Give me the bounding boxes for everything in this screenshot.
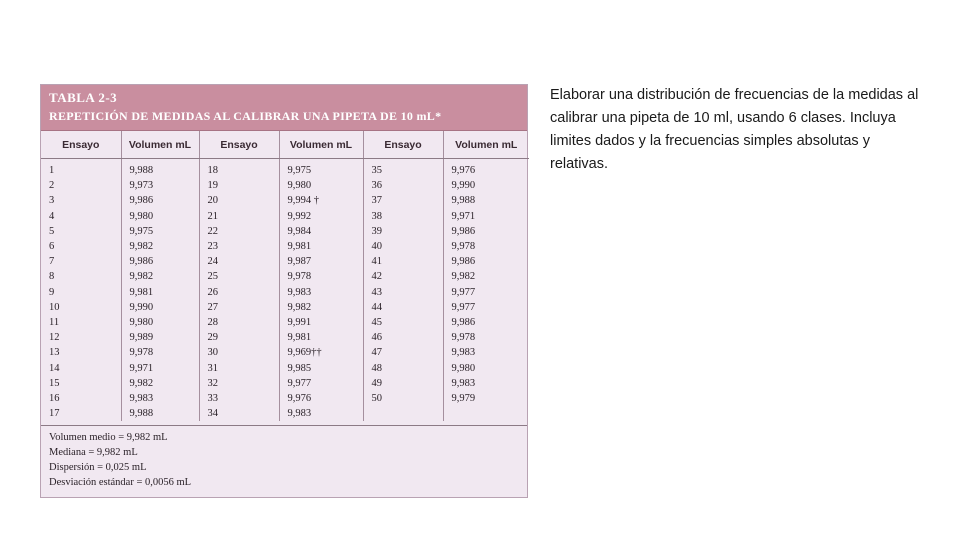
volume-cell: 9,983 — [121, 391, 199, 406]
volume-cell: 9,988 — [451, 195, 476, 207]
table-row — [41, 376, 529, 391]
table-row — [41, 406, 529, 421]
volume-cell: 9,986 — [451, 317, 476, 329]
trial-number-cell: 3 — [41, 193, 121, 208]
trial-number-cell: 20 — [199, 193, 279, 208]
trial-number-cell: 48 — [363, 361, 443, 376]
volume-cell: 9,969†† — [279, 345, 363, 360]
trial-number-cell: 31 — [199, 361, 279, 376]
trial-number-cell: 37 — [363, 193, 443, 208]
volume-cell: 9,989 — [121, 330, 199, 345]
trial-number-cell: 6 — [41, 239, 121, 254]
column-header: Ensayo — [41, 131, 121, 159]
trial-number-cell: 28 — [199, 315, 279, 330]
table-row — [41, 159, 529, 179]
trial-number-cell: 32 — [199, 376, 279, 391]
trial-number-cell: 9 — [41, 285, 121, 300]
table-row — [41, 315, 529, 330]
exercise-instructions: Elaborar una distribución de frecuencias de la medidas al calibrar una pipeta de 10 ml, usando 6 clases. Incluya limites dados y la frecuencias simples absolutas y relativas. — [550, 87, 919, 172]
volume-cell: 9,982 — [121, 376, 199, 391]
table-header — [41, 85, 527, 131]
volume-cell: 9,982 — [451, 271, 476, 283]
trial-number-cell: 47 — [363, 345, 443, 360]
volume-cell: 9,978 — [279, 269, 363, 284]
volume-cell: 9,986 — [121, 254, 199, 269]
trial-number-cell: 16 — [41, 391, 121, 406]
trial-number-cell: 49 — [363, 376, 443, 391]
trial-number-cell: 18 — [199, 159, 279, 179]
volume-cell: 9,971 — [451, 210, 476, 222]
volume-cell: 9,975 — [121, 224, 199, 239]
trial-number-cell: 11 — [41, 315, 121, 330]
volume-cell: 9,982 — [121, 269, 199, 284]
trial-number-cell: 7 — [41, 254, 121, 269]
trial-number-cell: 41 — [363, 254, 443, 269]
trial-number-cell: 1 — [41, 159, 121, 179]
header-row — [41, 131, 529, 159]
volume-cell: 9,983 — [451, 347, 476, 359]
table-row — [41, 254, 529, 269]
table-row — [41, 361, 529, 376]
stat-std-dev: Desviación estándar = 0,0056 mL — [49, 477, 192, 488]
volume-cell: 9,982 — [121, 239, 199, 254]
trial-number-cell: 42 — [363, 269, 443, 284]
volume-cell: 9,983 — [451, 377, 476, 389]
volume-cell: 9,986 — [451, 225, 476, 237]
volume-cell: 9,981 — [279, 239, 363, 254]
trial-number-cell: 12 — [41, 330, 121, 345]
column-header: Volumen mL — [279, 131, 363, 159]
stat-median: Mediana = 9,982 mL — [49, 447, 138, 458]
trial-number-cell: 24 — [199, 254, 279, 269]
table-number: TABLA 2-3 — [49, 90, 118, 105]
data-table-card — [40, 84, 528, 498]
trial-number-cell: 25 — [199, 269, 279, 284]
stat-range: Dispersión = 0,025 mL — [49, 462, 147, 473]
trial-number-cell: 34 — [199, 406, 279, 421]
volume-cell: 9,971 — [121, 361, 199, 376]
volume-cell: 9,980 — [279, 178, 363, 193]
trial-number-cell: 36 — [363, 178, 443, 193]
column-header: Volumen mL — [443, 131, 529, 159]
volume-cell: 9,980 — [121, 209, 199, 224]
volume-cell: 9,983 — [279, 406, 363, 421]
volume-cell: 9,978 — [121, 345, 199, 360]
volume-cell: 9,988 — [121, 406, 199, 421]
volume-cell: 9,979 — [451, 393, 476, 405]
column-header: Ensayo — [363, 131, 443, 159]
volume-cell: 9,985 — [279, 361, 363, 376]
trial-number-cell: 39 — [363, 224, 443, 239]
table-row — [41, 391, 529, 406]
volume-cell: 9,981 — [121, 285, 199, 300]
stat-mean: Volumen medio = 9,982 mL — [49, 432, 168, 443]
trial-number-cell: 2 — [41, 178, 121, 193]
volume-cell: 9,983 — [279, 285, 363, 300]
measurements-table — [41, 131, 529, 421]
table-row — [41, 300, 529, 315]
volume-cell: 9,977 — [451, 301, 476, 313]
trial-number-cell: 22 — [199, 224, 279, 239]
volume-cell: 9,976 — [279, 391, 363, 406]
trial-number-cell: 46 — [363, 330, 443, 345]
volume-cell: 9,992 — [279, 209, 363, 224]
volume-cell: 9,991 — [279, 315, 363, 330]
volume-cell: 9,994 † — [279, 193, 363, 208]
volume-cell: 9,986 — [121, 193, 199, 208]
trial-number-cell: 15 — [41, 376, 121, 391]
column-header: Volumen mL — [121, 131, 199, 159]
volume-cell: 9,977 — [451, 286, 476, 298]
volume-cell: 9,990 — [451, 180, 476, 192]
table-row — [41, 209, 529, 224]
table-row — [41, 345, 529, 360]
trial-number-cell: 14 — [41, 361, 121, 376]
trial-number-cell: 27 — [199, 300, 279, 315]
table-row — [41, 239, 529, 254]
volume-cell: 9,978 — [451, 241, 476, 253]
volume-cell: 9,984 — [279, 224, 363, 239]
volume-cell: 9,987 — [279, 254, 363, 269]
trial-number-cell: 17 — [41, 406, 121, 421]
volume-cell: 9,975 — [279, 159, 363, 179]
table-row — [41, 330, 529, 345]
summary-statistics — [41, 425, 527, 497]
trial-number-cell: 38 — [363, 209, 443, 224]
table-row — [41, 285, 529, 300]
trial-number-cell: 40 — [363, 239, 443, 254]
trial-number-cell: 5 — [41, 224, 121, 239]
table-row — [41, 224, 529, 239]
volume-cell: 9,976 — [451, 165, 476, 176]
table-row — [41, 193, 529, 208]
volume-cell: 9,990 — [121, 300, 199, 315]
trial-number-cell: 26 — [199, 285, 279, 300]
trial-number-cell: 45 — [363, 315, 443, 330]
trial-number-cell: 10 — [41, 300, 121, 315]
trial-number-cell: 23 — [199, 239, 279, 254]
table-body — [41, 159, 529, 422]
table-title: REPETICIÓN DE MEDIDAS AL CALIBRAR UNA PIPETA DE 10 mL* — [49, 109, 442, 123]
volume-cell: 9,980 — [121, 315, 199, 330]
trial-number-cell: 13 — [41, 345, 121, 360]
trial-number-cell: 8 — [41, 269, 121, 284]
trial-number-cell: 29 — [199, 330, 279, 345]
trial-number-cell: 19 — [199, 178, 279, 193]
table-row — [41, 269, 529, 284]
volume-cell: 9,980 — [451, 362, 476, 374]
trial-number-cell: 35 — [363, 159, 443, 179]
volume-cell — [443, 406, 529, 421]
volume-cell: 9,978 — [451, 332, 476, 344]
trial-number-cell — [363, 406, 443, 421]
table-row — [41, 178, 529, 193]
trial-number-cell: 44 — [363, 300, 443, 315]
column-header: Ensayo — [199, 131, 279, 159]
volume-cell: 9,981 — [279, 330, 363, 345]
trial-number-cell: 43 — [363, 285, 443, 300]
volume-cell: 9,973 — [121, 178, 199, 193]
volume-cell: 9,988 — [121, 159, 199, 179]
trial-number-cell: 21 — [199, 209, 279, 224]
trial-number-cell: 30 — [199, 345, 279, 360]
trial-number-cell: 33 — [199, 391, 279, 406]
volume-cell: 9,982 — [279, 300, 363, 315]
volume-cell: 9,977 — [279, 376, 363, 391]
trial-number-cell: 4 — [41, 209, 121, 224]
volume-cell: 9,986 — [451, 256, 476, 268]
trial-number-cell: 50 — [363, 391, 443, 406]
